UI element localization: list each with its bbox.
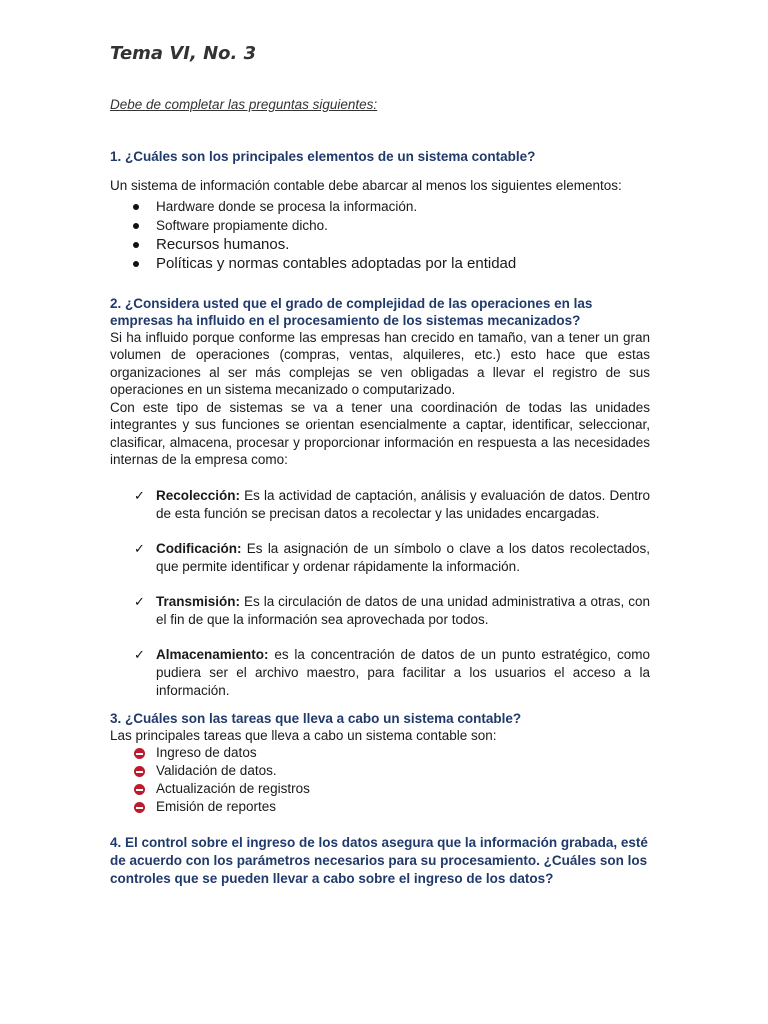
list-item (110, 216, 650, 235)
list-item (110, 235, 650, 255)
checkmark-icon: ✓ (134, 646, 145, 662)
bullet-icon (133, 204, 139, 210)
list-item (110, 780, 650, 798)
question-4: 4. El control sobre el ingreso de los datos asegura que la información grabada, esté de acuerdo con los parámetros necesarios para su procesamiento. ¿Cuáles son los controles que se pueden llevar a cabo sobre el ingreso de los datos? (110, 835, 648, 886)
answer-1-intro: Un sistema de información contable debe abarcar al menos los siguientes elementos: (110, 178, 622, 193)
answer-3-intro: Las principales tareas que lleva a cabo un sistema contable son: (110, 727, 497, 743)
answer-3-list (110, 744, 650, 816)
arrow-bullet-icon (134, 766, 145, 777)
list-item-text: Actualización de registros (156, 781, 310, 796)
answer-1-list (110, 197, 650, 274)
question-3: 3. ¿Cuáles son las tareas que lleva a cabo un sistema contable? (110, 710, 522, 726)
question-1: 1. ¿Cuáles son los principales elementos de un sistema contable? (110, 149, 536, 164)
list-item (110, 487, 650, 523)
list-item-text: Hardware donde se procesa la información. (156, 198, 418, 214)
list-item-text: Ingreso de datos (156, 745, 257, 760)
checkmark-icon: ✓ (134, 593, 145, 609)
bullet-icon (133, 261, 139, 267)
list-item-term: Almacenamiento: (156, 646, 269, 662)
list-item-text: Validación de datos. (156, 763, 277, 778)
answer-2-paragraph-2: Con este tipo de sistemas se va a tener una coordinación de todas las unidades integrantes y sus funciones se orientan esencialmente a captar, identificar, seleccionar, clasificar, almacena, procesar y proporcionar información en respuesta a las necesidades internas de la empresa como: (110, 399, 650, 467)
answer-2-list (110, 487, 650, 700)
list-item-text: Recursos humanos. (156, 235, 290, 253)
checkmark-icon: ✓ (134, 540, 145, 556)
bullet-icon (133, 242, 139, 248)
list-item-text: Es la asignación de un símbolo o clave a los datos recolectados, que permite identificar y ordenar rápidamente la información. (156, 540, 650, 574)
arrow-bullet-icon (134, 748, 145, 759)
list-item (110, 798, 650, 816)
arrow-bullet-icon (134, 784, 145, 795)
list-item-term: Codificación: (156, 540, 242, 556)
document-title: Tema VI, No. 3 (110, 43, 257, 64)
question-2: 2. ¿Considera usted que el grado de complejidad de las operaciones en las empresas ha influido en el procesamiento de los sistemas mecanizados? (110, 295, 593, 328)
list-item-text: Emisión de reportes (156, 799, 277, 814)
answer-2-paragraph-1: Si ha influido porque conforme las empresas han crecido en tamaño, van a tener un gran volumen de operaciones (compras, ventas, alquileres, etc.) esto hace que estas organizaciones al ser más complejas se ven obligadas a llevar el registro de sus operaciones en un sistema mecanizado o computarizado. (110, 329, 650, 397)
list-item-term: Recolección: (156, 487, 241, 503)
bullet-icon (133, 223, 139, 229)
document-subtitle: Debe de completar las preguntas siguientes: (110, 97, 378, 112)
list-item-term: Transmisión: (156, 593, 241, 609)
checkmark-icon: ✓ (134, 487, 145, 503)
list-item (110, 762, 650, 780)
list-item (110, 197, 650, 216)
list-item-text: Software propiamente dicho. (156, 217, 328, 233)
list-item (110, 646, 650, 700)
document-page (110, 42, 650, 888)
list-item (110, 593, 650, 629)
list-item-text: Políticas y normas contables adoptadas por la entidad (156, 255, 517, 272)
list-item-text: es la concentración de datos de un punto estratégico, como pudiera ser el archivo maestro, para facilitar a los usuarios el acceso a la información. (156, 646, 650, 698)
list-item (110, 540, 650, 576)
list-item-text: Es la circulación de datos de una unidad administrativa a otras, con el fin de que la información sea aprovechada por todos. (156, 593, 650, 627)
list-item-text: Es la actividad de captación, análisis y evaluación de datos. Dentro de esta función se precisan datos a recolectar y las unidades encargadas. (156, 487, 650, 521)
arrow-bullet-icon (134, 802, 145, 813)
list-item (110, 744, 650, 762)
list-item (110, 254, 650, 274)
